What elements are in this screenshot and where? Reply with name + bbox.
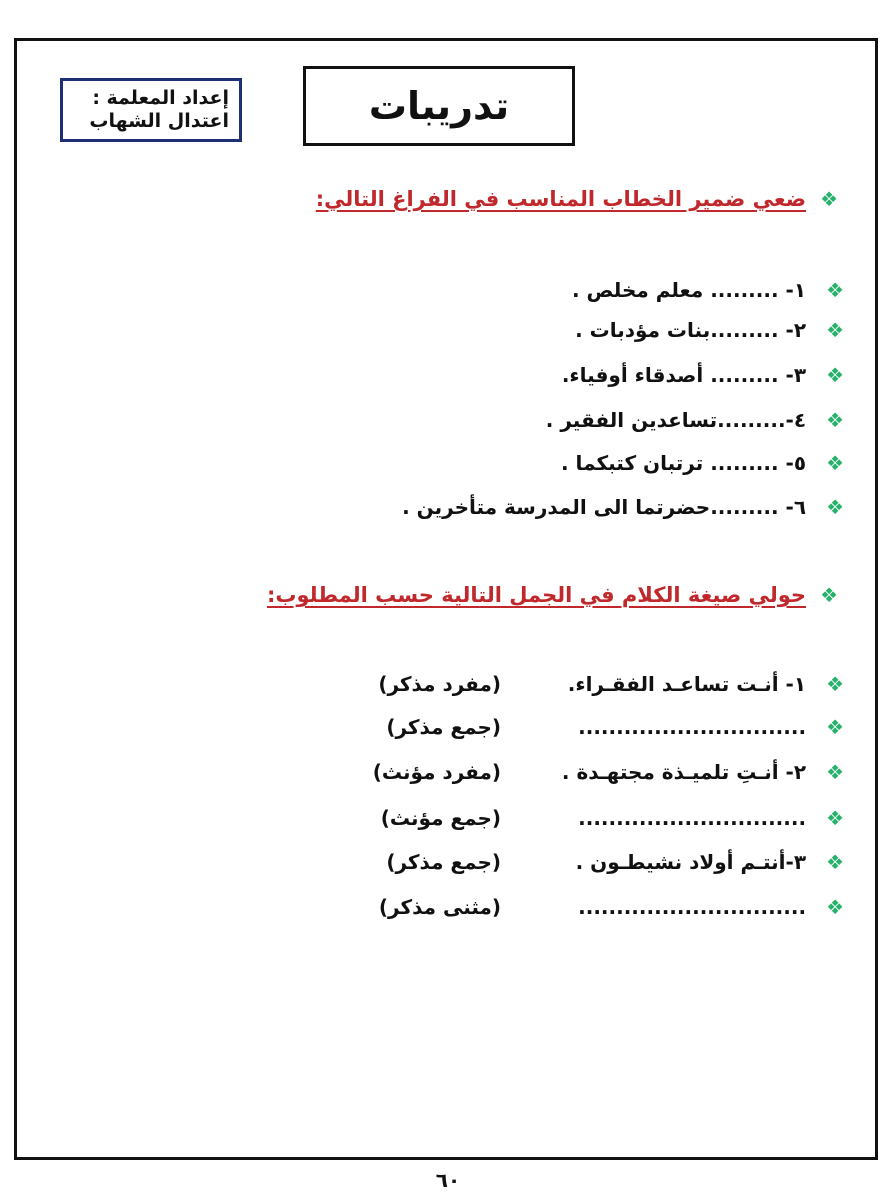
diamond-cluster-icon: ❖ (826, 760, 844, 784)
section2-heading-text: حولي صيغة الكلام في الجمل التالية حسب المطلوب: (267, 583, 807, 607)
author-box (60, 78, 242, 142)
diamond-cluster-icon: ❖ (826, 278, 844, 302)
diamond-cluster-icon: ❖ (820, 187, 838, 211)
section2-item-2 (386, 715, 844, 739)
diamond-cluster-icon: ❖ (826, 495, 844, 519)
diamond-cluster-icon: ❖ (826, 408, 844, 432)
item-text: ٤-.........تساعدين الفقير . (545, 408, 807, 432)
section1-heading (316, 187, 838, 211)
diamond-cluster-icon: ❖ (826, 806, 844, 830)
section1-item-4 (546, 408, 844, 432)
section1-item-1 (572, 278, 844, 302)
section2-heading (267, 583, 838, 607)
answer-blank: .............................. (578, 895, 807, 919)
diamond-cluster-icon: ❖ (826, 451, 844, 475)
target-form-tag: (مفرد مؤنث) (372, 760, 502, 784)
section2-item-1 (378, 672, 844, 696)
sentence-text: ١- أنـت تساعـد الفقـراء. (567, 672, 807, 696)
target-form-tag: (جمع مؤنث) (380, 806, 502, 830)
sentence-text: ٣-أنتـم أولاد نشيطـون . (575, 850, 807, 874)
section1-item-2 (575, 318, 844, 342)
target-form-tag: (جمع مذكر) (386, 715, 502, 739)
item-text: ١- ......... معلم مخلص . (571, 278, 807, 302)
target-form-tag: (جمع مذكر) (386, 850, 502, 874)
section2-item-3 (373, 760, 844, 784)
item-text: ٣- ......... أصدقاء أوفياء. (561, 363, 807, 387)
target-form-tag: (مثنى مذكر) (378, 895, 502, 919)
target-form-tag: (مفرد مذكر) (378, 672, 502, 696)
diamond-cluster-icon: ❖ (826, 318, 844, 342)
diamond-cluster-icon: ❖ (826, 895, 844, 919)
section2-item-5 (386, 850, 844, 874)
section2-item-6 (379, 895, 844, 919)
diamond-cluster-icon: ❖ (826, 850, 844, 874)
diamond-cluster-icon: ❖ (826, 363, 844, 387)
page-title: تدريبات (303, 66, 575, 146)
answer-blank: .............................. (578, 806, 807, 830)
diamond-cluster-icon: ❖ (826, 715, 844, 739)
section1-item-6 (402, 495, 844, 519)
section2-item-4 (381, 806, 844, 830)
item-text: ٦- .........حضرتما الى المدرسة متأخرين . (402, 495, 807, 519)
item-text: ٥- ......... ترتبان كتبكما . (561, 451, 807, 475)
page-number: ٦٠ (435, 1168, 461, 1192)
sentence-text: ٢- أنـتِ تلميـذة مجتهـدة . (561, 760, 807, 784)
answer-blank: .............................. (578, 715, 807, 739)
diamond-cluster-icon: ❖ (820, 583, 838, 607)
item-text: ٢- .........بنات مؤدبات . (575, 318, 807, 342)
diamond-cluster-icon: ❖ (826, 672, 844, 696)
section1-item-5 (561, 451, 844, 475)
section1-item-3 (562, 363, 844, 387)
section1-heading-text: ضعي ضمير الخطاب المناسب في الفراغ التالي: (315, 187, 807, 211)
author-line-2: اعتدال الشهاب (89, 110, 229, 132)
author-line-1: إعداد المعلمة : (92, 87, 229, 109)
